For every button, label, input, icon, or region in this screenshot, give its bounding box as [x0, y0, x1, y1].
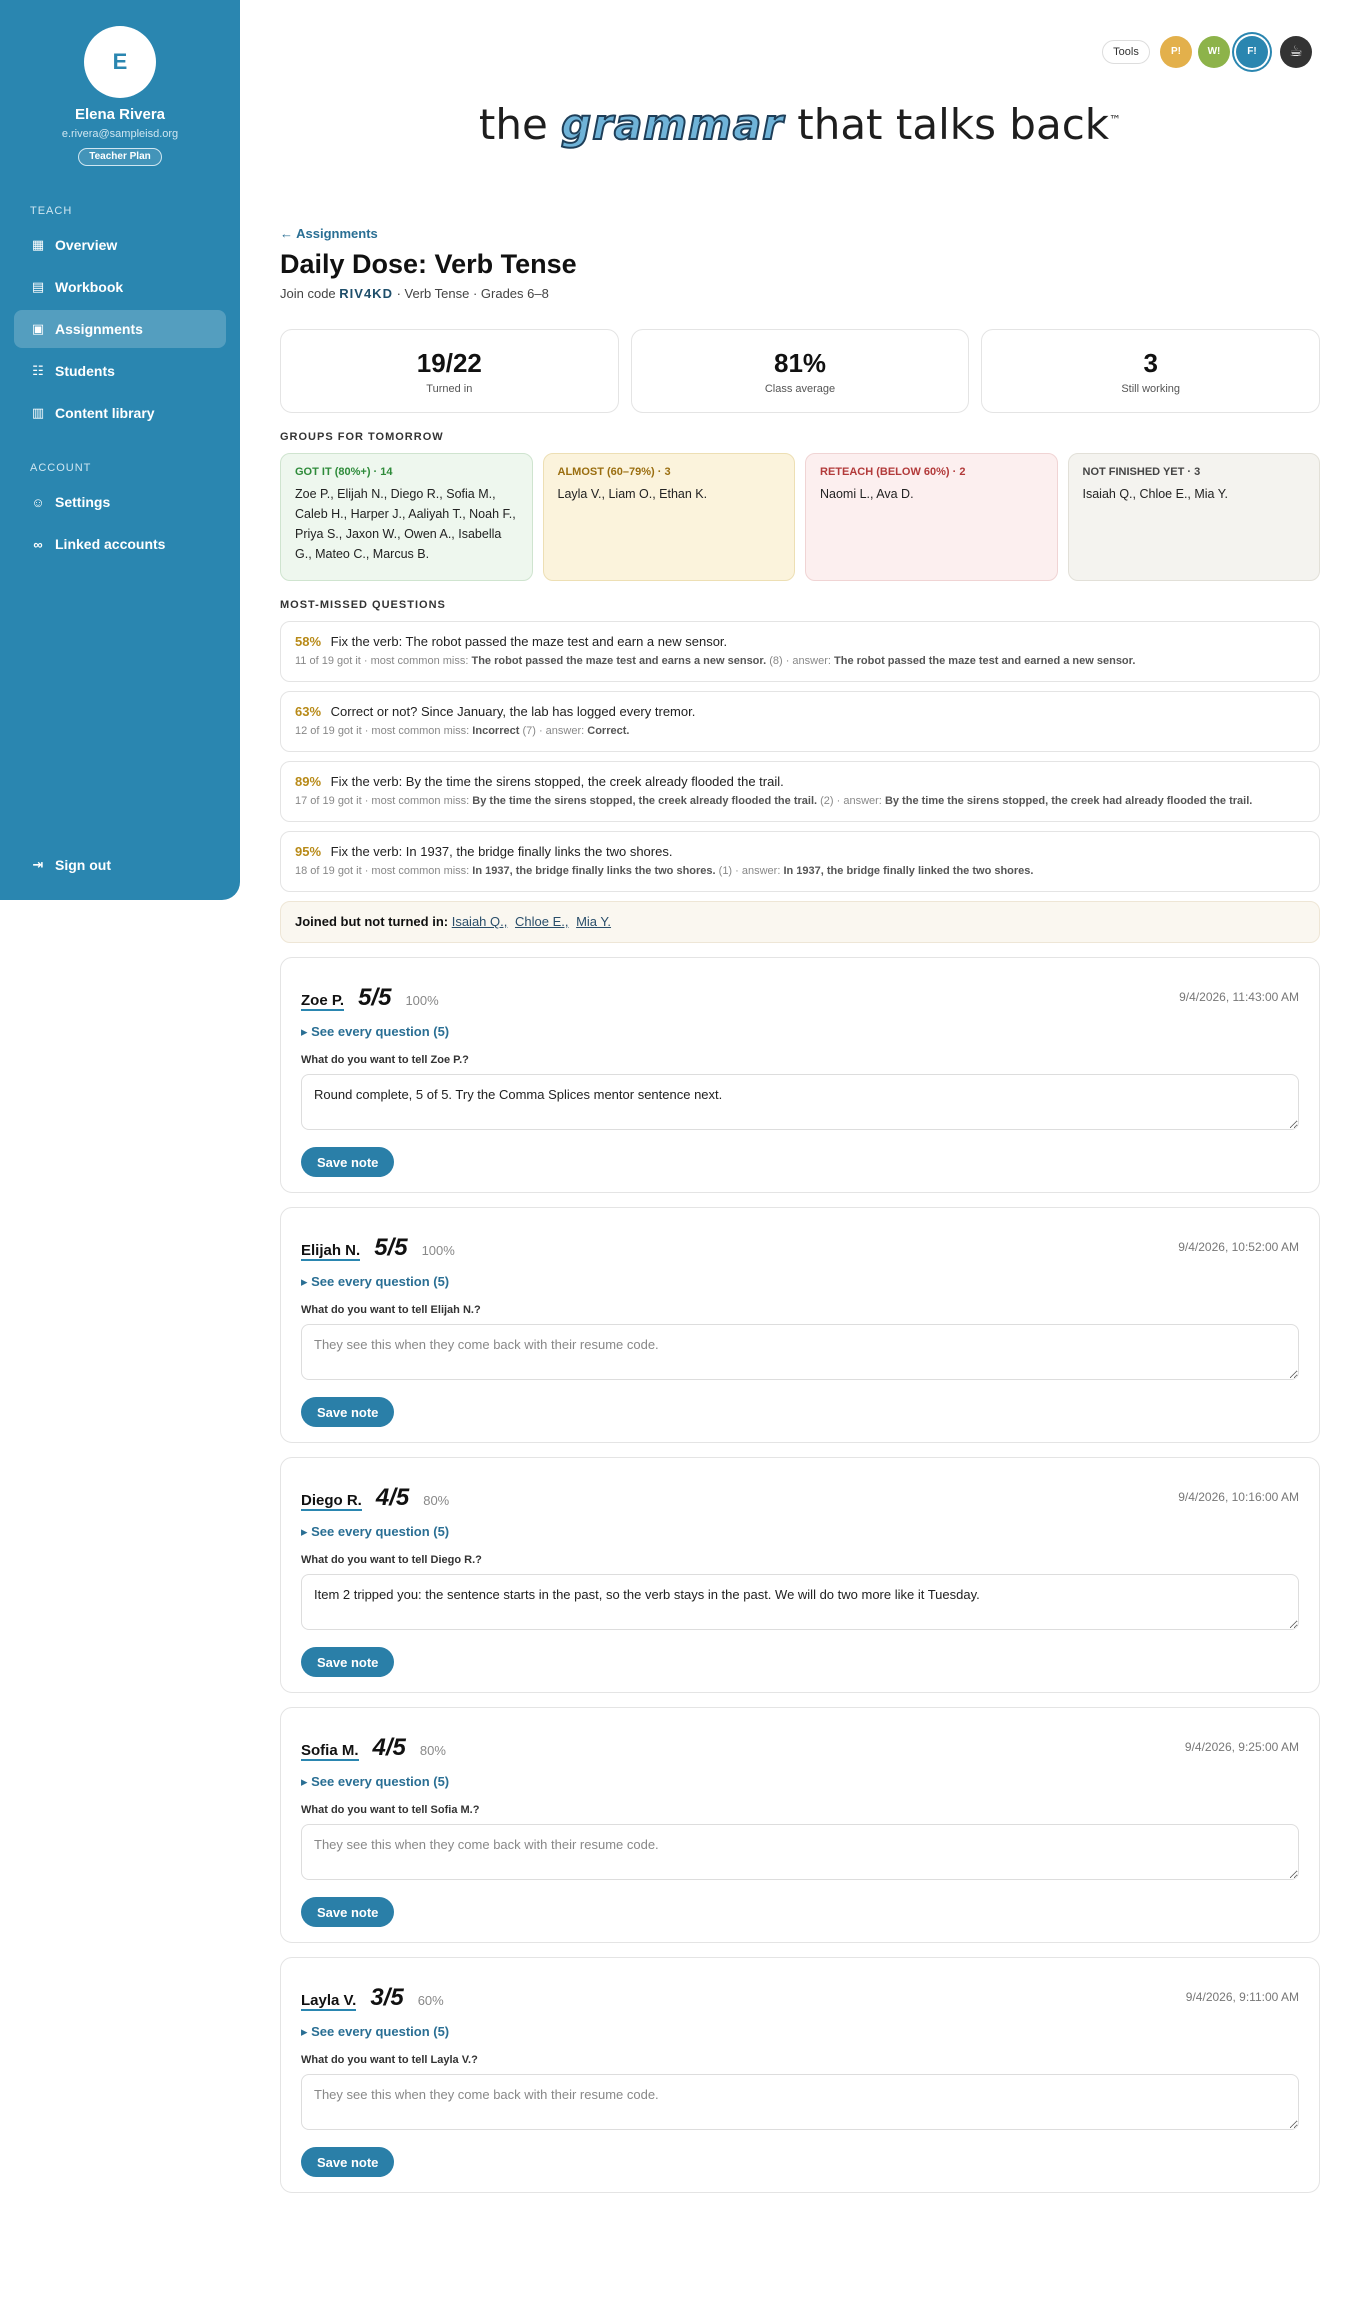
missed-answer: In 1937, the bridge finally linked the two shores. — [783, 865, 1034, 877]
student-name[interactable]: Elijah N. — [301, 1242, 361, 1259]
stat-card — [280, 329, 619, 413]
joined-not-turned-in — [280, 901, 1320, 943]
missed-question-card — [280, 691, 1320, 752]
coffee-button[interactable] — [1280, 36, 1312, 68]
group-almost — [543, 453, 796, 581]
missed-common: Incorrect — [472, 725, 520, 737]
submission-card — [280, 1207, 1320, 1443]
sidebar-item-workbook[interactable] — [14, 268, 226, 306]
group-names: Zoe P., Elijah N., Diego R., Sofia M., Caleb H., Harper J., Aaliyah T., Noah F., Priya S., Jaxon W., Owen A., Isabella G., Mateo C., Marcus B. — [295, 487, 516, 561]
student-link[interactable]: Mia Y. — [576, 914, 612, 929]
see-every-question-toggle[interactable]: ▸ See every question (5) — [301, 1524, 450, 1539]
hero-after: that talks back — [797, 100, 1110, 149]
joined-label: Joined but not turned in: — [295, 914, 449, 929]
missed-pct: 58% — [295, 634, 322, 649]
stats-row — [280, 329, 1320, 413]
missed-count: (8) · answer: — [769, 655, 831, 667]
missed-question-card — [280, 621, 1320, 682]
note-prompt: What do you want to tell Layla V.? — [301, 2054, 478, 2066]
group-got-it — [280, 453, 533, 581]
missed-answer: Correct. — [587, 725, 630, 737]
missed-got: 18 of 19 got it · most common miss: — [295, 865, 470, 877]
missed-answer: The robot passed the maze test and earned a new sensor. — [834, 655, 1136, 667]
sidebar-item-students[interactable] — [14, 352, 226, 390]
missed-question — [295, 844, 1305, 859]
missed-got: 12 of 19 got it · most common miss: — [295, 725, 470, 737]
submission-time: 9/4/2026, 11:43:00 AM — [1179, 990, 1299, 1004]
note-textarea[interactable] — [301, 1324, 1299, 1380]
missed-count: (7) · answer: — [522, 725, 585, 737]
group-names: Isaiah Q., Chloe E., Mia Y. — [1082, 487, 1228, 501]
sidebar-item-label: Linked accounts — [55, 536, 166, 552]
user-name: Elena Rivera — [74, 106, 166, 123]
sidebar-item-settings[interactable] — [14, 483, 226, 521]
note-textarea[interactable] — [301, 1824, 1299, 1880]
missed-count: (1) · answer: — [718, 865, 781, 877]
submission-card — [280, 1707, 1320, 1943]
clipboard-icon: ▣ — [31, 321, 45, 336]
group-names: Layla V., Liam O., Ethan K. — [557, 487, 708, 501]
main-content — [280, 226, 1320, 2193]
submission-time: 9/4/2026, 9:11:00 AM — [1185, 1990, 1299, 2004]
teach-heading: TEACH — [30, 205, 73, 217]
hero-tagline — [240, 100, 1360, 149]
stat-card — [631, 329, 970, 413]
sidebar-item-label: Assignments — [55, 321, 143, 337]
missed-meta — [295, 724, 1305, 739]
users-icon: ☷ — [32, 363, 44, 378]
note-prompt: What do you want to tell Zoe P.? — [301, 1054, 469, 1066]
missed-text: Fix the verb: In 1937, the bridge finally links the two shores. — [330, 844, 673, 859]
student-name[interactable]: Diego R. — [301, 1492, 362, 1509]
submission-card — [280, 1457, 1320, 1693]
missed-meta — [295, 794, 1305, 809]
student-link[interactable]: Isaiah Q., — [451, 914, 508, 929]
assignment-subtitle — [280, 286, 1320, 301]
see-every-question-toggle[interactable]: ▸ See every question (5) — [301, 2024, 450, 2039]
sidebar-item-label: Overview — [55, 237, 118, 253]
missed-count: (2) · answer: — [820, 795, 882, 807]
sidebar-item-content-library[interactable] — [14, 394, 226, 432]
sidebar-item-label: Settings — [55, 494, 111, 510]
see-every-question-toggle[interactable]: ▸ See every question (5) — [301, 1774, 450, 1789]
sidebar-item-assignments[interactable] — [14, 310, 226, 348]
student-score: 4/5 — [375, 1484, 410, 1511]
missed-common: By the time the sirens stopped, the creek already flooded the trail. — [472, 795, 818, 807]
note-textarea[interactable] — [301, 1074, 1299, 1130]
sidebar-item-overview[interactable] — [14, 226, 226, 264]
user-icon: ☺ — [31, 494, 45, 510]
page-title: Daily Dose: Verb Tense — [280, 249, 577, 279]
sidebar-item-linked-accounts[interactable] — [14, 525, 226, 563]
student-score: 3/5 — [370, 1984, 404, 2011]
note-prompt: What do you want to tell Diego R.? — [301, 1554, 482, 1566]
missed-heading: MOST-MISSED QUESTIONS — [280, 599, 446, 611]
avatar[interactable]: E — [84, 26, 156, 98]
student-percent: 100% — [405, 993, 439, 1008]
stat-value: 81% — [773, 348, 827, 378]
sign-out-button[interactable] — [14, 846, 226, 884]
note-prompt: What do you want to tell Elijah N.? — [301, 1304, 481, 1316]
group-title: NOT FINISHED YET · 3 — [1082, 466, 1201, 478]
note-prompt: What do you want to tell Sofia M.? — [301, 1804, 480, 1816]
missed-pct: 89% — [295, 774, 322, 789]
student-score: 5/5 — [374, 1234, 408, 1261]
missed-got: 17 of 19 got it · most common miss: — [295, 795, 470, 807]
join-prefix: Join code — [280, 286, 336, 301]
sidebar-item-label: Workbook — [55, 279, 124, 295]
stat-label: Turned in — [426, 383, 473, 395]
missed-answer: By the time the sirens stopped, the creek had already flooded the trail. — [884, 795, 1253, 807]
missed-got: 11 of 19 got it · most common miss: — [295, 655, 469, 667]
missed-question — [295, 704, 1305, 719]
student-score: 4/5 — [372, 1734, 406, 1761]
missed-meta — [295, 864, 1305, 879]
stat-value: 3 — [1143, 348, 1158, 378]
sign-out-label: Sign out — [55, 857, 111, 873]
group-title: ALMOST (60–79%) · 3 — [557, 466, 671, 478]
student-percent: 80% — [419, 1743, 446, 1758]
sidebar-item-label: Students — [55, 363, 115, 379]
assignment-meta: · Verb Tense · Grades 6–8 — [396, 286, 549, 301]
back-to-assignments-link[interactable]: ← Assignments — [280, 226, 378, 241]
save-note-button[interactable]: Save note — [301, 1897, 394, 1927]
save-note-button[interactable]: Save note — [301, 1147, 394, 1177]
missed-common: In 1937, the bridge finally links the two shores. — [472, 865, 716, 877]
save-note-button[interactable]: Save note — [301, 2147, 394, 2177]
missed-meta — [295, 654, 1305, 669]
submission-time: 9/4/2026, 9:25:00 AM — [1184, 1740, 1299, 1754]
missed-text: Fix the verb: The robot passed the maze test and earn a new sensor. — [330, 634, 728, 649]
groups-heading: GROUPS FOR TOMORROW — [280, 431, 444, 443]
missed-question — [295, 774, 1305, 789]
hero-before: the — [478, 100, 548, 149]
missed-pct: 95% — [295, 844, 322, 859]
fix-game-button[interactable]: F! — [1236, 36, 1268, 68]
note-textarea[interactable] — [301, 2074, 1299, 2130]
missed-question-card — [280, 761, 1320, 822]
submission-time: 9/4/2026, 10:52:00 AM — [1178, 1240, 1299, 1254]
punctuation-game-button[interactable]: P! — [1160, 36, 1192, 68]
student-name[interactable]: Layla V. — [301, 1992, 357, 2009]
link-icon: ∞ — [33, 536, 43, 552]
missed-text: Correct or not? Since January, the lab has logged every tremor. — [330, 704, 696, 719]
grid-icon: ▦ — [31, 237, 45, 252]
student-percent: 60% — [417, 1993, 444, 2008]
group-title: RETEACH (BELOW 60%) · 2 — [820, 466, 966, 478]
stat-label: Still working — [1121, 383, 1181, 395]
brand-logo: grammar — [561, 100, 784, 149]
submission-time: 9/4/2026, 10:16:00 AM — [1178, 1490, 1299, 1504]
stat-value: 19/22 — [416, 348, 482, 378]
student-name[interactable]: Zoe P. — [301, 992, 345, 1009]
student-link[interactable]: Chloe E., — [514, 914, 569, 929]
see-every-question-toggle[interactable]: ▸ See every question (5) — [301, 1274, 450, 1289]
student-score: 5/5 — [358, 984, 392, 1011]
note-textarea[interactable] — [301, 1574, 1299, 1630]
save-note-button[interactable]: Save note — [301, 1647, 394, 1677]
stat-label: Class average — [764, 383, 836, 395]
student-percent: 100% — [421, 1243, 455, 1258]
tools-button[interactable]: Tools — [1102, 40, 1150, 64]
stat-card — [981, 329, 1320, 413]
coffee-icon: ☕ — [1289, 43, 1303, 60]
student-name[interactable]: Sofia M. — [301, 1742, 359, 1759]
join-code: RIV4KD — [339, 286, 393, 301]
trademark: ™ — [1109, 113, 1122, 127]
library-icon: ▥ — [31, 405, 45, 420]
plan-badge: Teacher Plan — [78, 148, 162, 166]
group-not-finished — [1068, 453, 1321, 581]
missed-text: Fix the verb: By the time the sirens stopped, the creek already flooded the trail. — [330, 774, 784, 789]
missed-questions-list — [280, 621, 1320, 892]
student-percent: 80% — [423, 1493, 450, 1508]
group-names: Naomi L., Ava D. — [820, 487, 914, 501]
missed-question-card — [280, 831, 1320, 892]
sidebar — [0, 0, 240, 900]
groups-row — [280, 453, 1320, 581]
user-email: e.rivera@sampleisd.org — [61, 128, 179, 140]
missed-common: The robot passed the maze test and earns a new sensor. — [471, 655, 767, 667]
sign-out-icon: ⇥ — [32, 857, 44, 872]
group-reteach — [805, 453, 1058, 581]
word-game-button[interactable]: W! — [1198, 36, 1230, 68]
group-title: GOT IT (80%+) · 14 — [295, 466, 393, 478]
sidebar-item-label: Content library — [55, 405, 155, 421]
submission-card — [280, 957, 1320, 1193]
missed-question — [295, 634, 1305, 649]
missed-pct: 63% — [295, 704, 322, 719]
book-icon: ▤ — [31, 279, 45, 294]
submission-card — [280, 1957, 1320, 2193]
save-note-button[interactable]: Save note — [301, 1397, 394, 1427]
account-heading: ACCOUNT — [30, 462, 92, 474]
see-every-question-toggle[interactable]: ▸ See every question (5) — [301, 1024, 450, 1039]
